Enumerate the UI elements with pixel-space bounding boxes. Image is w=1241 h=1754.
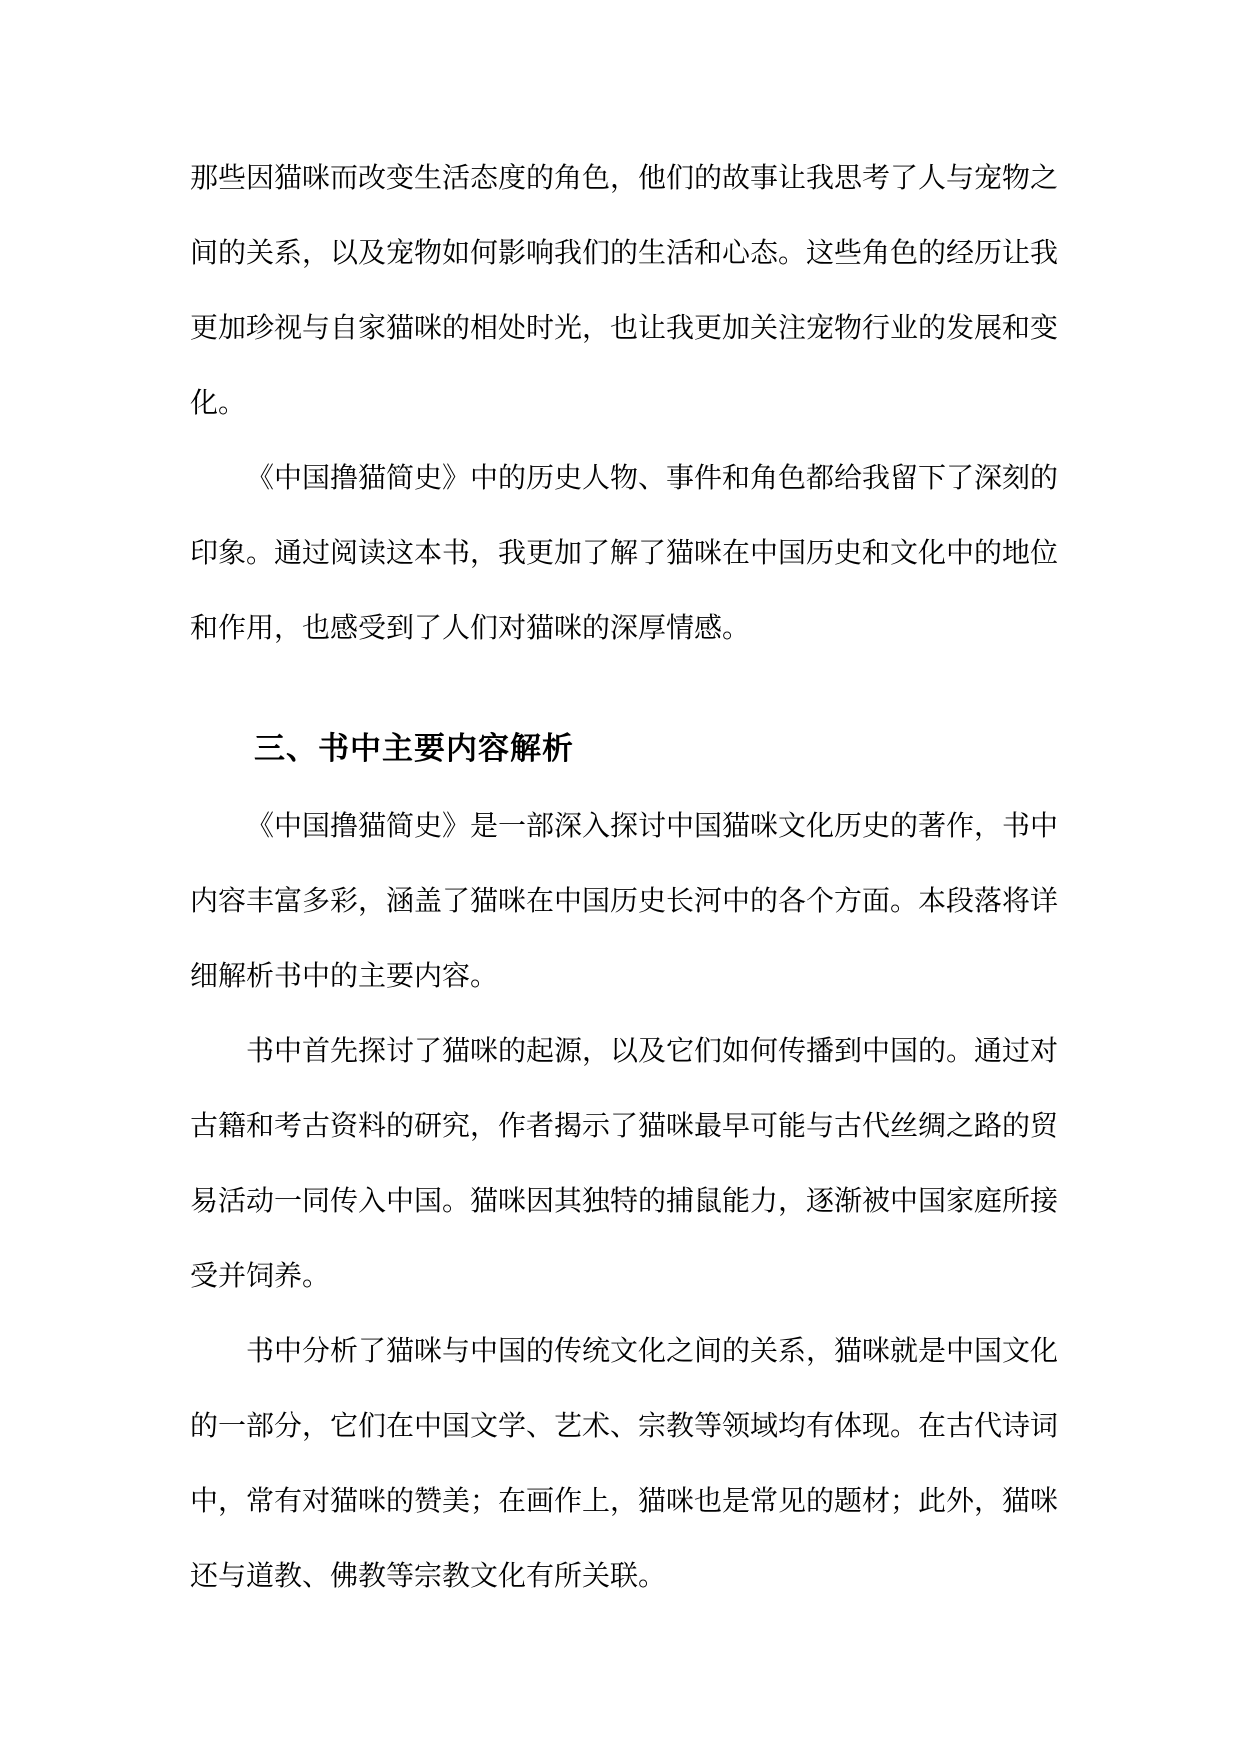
paragraph-book-overview: 《中国撸猫简史》是一部深入探讨中国猫咪文化历史的著作，书中内容丰富多彩，涵盖了猫咪在中国历史长河中的各个方面。本段落将详细解析书中的主要内容。: [190, 809, 1059, 992]
section-heading: 三、书中主要内容解析: [254, 731, 574, 767]
paragraph-cat-culture: 书中分析了猫咪与中国的传统文化之间的关系，猫咪就是中国文化的一部分，它们在中国文学、艺术、宗教等领域均有体现。在古代诗词中，常有对猫咪的赞美；在画作上，猫咪也是常见的题材；此外，猫咪还与道教、佛教等宗教文化有所关联。: [190, 1334, 1059, 1592]
paragraph-characters-attitude: 那些因猫咪而改变生活态度的角色，他们的故事让我思考了人与宠物之间的关系，以及宠物如何影响我们的生活和心态。这些角色的经历让我更加珍视与自家猫咪的相处时光，也让我更加关注宠物行业的发展和变化。: [190, 161, 1059, 419]
document-body: [190, 140, 1058, 1613]
paragraph-book-impression: 《中国撸猫简史》中的历史人物、事件和角色都给我留下了深刻的印象。通过阅读这本书，我更加了解了猫咪在中国历史和文化中的地位和作用，也感受到了人们对猫咪的深厚情感。: [190, 461, 1059, 644]
paragraph-cat-origin: 书中首先探讨了猫咪的起源，以及它们如何传播到中国的。通过对古籍和考古资料的研究，作者揭示了猫咪最早可能与古代丝绸之路的贸易活动一同传入中国。猫咪因其独特的捕鼠能力，逐渐被中国家庭所接受并饲养。: [190, 1034, 1059, 1292]
